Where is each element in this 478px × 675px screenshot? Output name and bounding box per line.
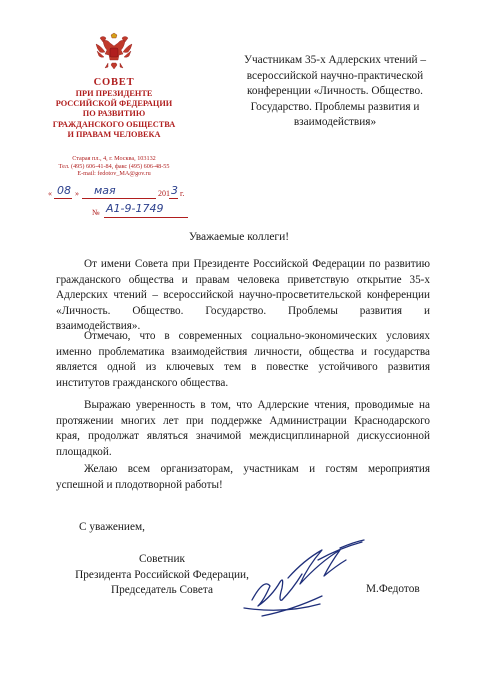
date-year-suffix: г. [180,189,185,198]
number-value: А1-9-1749 [106,202,164,215]
addressee [228,53,442,131]
org-line: РОССИЙСКОЙ ФЕДЕРАЦИИ [55,99,173,109]
addressee-line: всероссийской научно-практической [246,69,424,82]
position-line: Председатель Совета [110,584,214,596]
addressee-line: взаимодействия» [293,116,377,128]
greeting: Уважаемые коллеги! [188,231,290,243]
text-line: гражданского общества и правам человека приветствую открытие 35-х [56,273,430,286]
date-year-prefix: 201 [158,189,170,198]
handwritten-signature [232,530,382,626]
regards: С уважением, [79,521,145,533]
letter-number [92,202,212,221]
paragraph [56,329,430,391]
date-year-digit: 3 [171,184,178,197]
date-month: мая [94,184,116,197]
paragraph [56,257,430,335]
text-line: институтов гражданского общества. [56,376,229,389]
contact-info [46,155,182,178]
email-line: E-mail: fedotov_MA@gov.ru [77,170,151,178]
date-day: 08 [57,184,71,197]
addressee-line: Государство. Проблемы развития и [250,100,420,113]
text-line: Отмечаю, что в современных социально-экономических условиях [84,330,430,342]
letter-date [48,186,198,202]
text-line: Желаю всем организаторам, участникам и гостям мероприятия [84,463,430,475]
paragraph [56,398,430,460]
address-line: Старая пл., 4, г. Москва, 103132 [72,155,156,162]
organization-name [46,77,182,140]
number-underline [104,217,188,218]
position-line: Президента Российской Федерации, [75,568,249,581]
position-line: Советник [139,553,185,565]
org-title: СОВЕТ [93,77,135,88]
number-label: № [92,208,100,217]
double-headed-eagle-icon [94,32,134,76]
text-line: является одной из ключевых тем в повестке устойчивого развития [56,361,430,373]
paragraph [56,462,430,493]
text-line: От имени Совета при Президенте Российской Федерации по развитию [84,258,430,270]
text-line: протяжении многих лет при поддержке Администрации Краснодарского [56,414,430,427]
signer-position [72,552,252,599]
text-line: успешной и плодотворной работы! [56,478,223,491]
org-line: ГРАЖДАНСКОГО ОБЩЕСТВА [52,119,176,129]
date-open-quote: « [48,189,52,198]
org-line: И ПРАВАМ ЧЕЛОВЕКА [67,129,161,139]
addressee-line: конференции «Личность. Общество. [247,85,423,97]
text-line: площадкой. [56,445,112,458]
addressee-line: Участникам 35-х Адлерских чтений – [243,54,427,66]
org-line: ПРИ ПРЕЗИДЕНТЕ [75,89,153,98]
phone-line: Тел. (495) 606-41-84, факс (495) 606-48-55 [58,162,170,170]
text-line: «Личность. Общество. Государство. Проблемы развития и [56,304,430,317]
text-line: Выражаю уверенность в том, что Адлерские чтения, проводимые на [84,399,430,411]
text-line: взаимодействия». [56,320,141,332]
date-year-underline [169,198,178,199]
date-day-underline [54,198,72,199]
org-line: ПО РАЗВИТИЮ [82,109,146,119]
date-close-quote: » [75,189,79,198]
text-line: Адлерских чтений – всероссийской научно-просветительской конференции [56,289,430,301]
signer-name: М.Федотов [366,583,420,595]
date-month-underline [82,198,156,199]
text-line: края, продолжат являться значимой междисциплинарной дискуссионной [56,430,430,442]
text-line: именно проблематика взаимодействия личности, общества и государства [56,345,430,358]
